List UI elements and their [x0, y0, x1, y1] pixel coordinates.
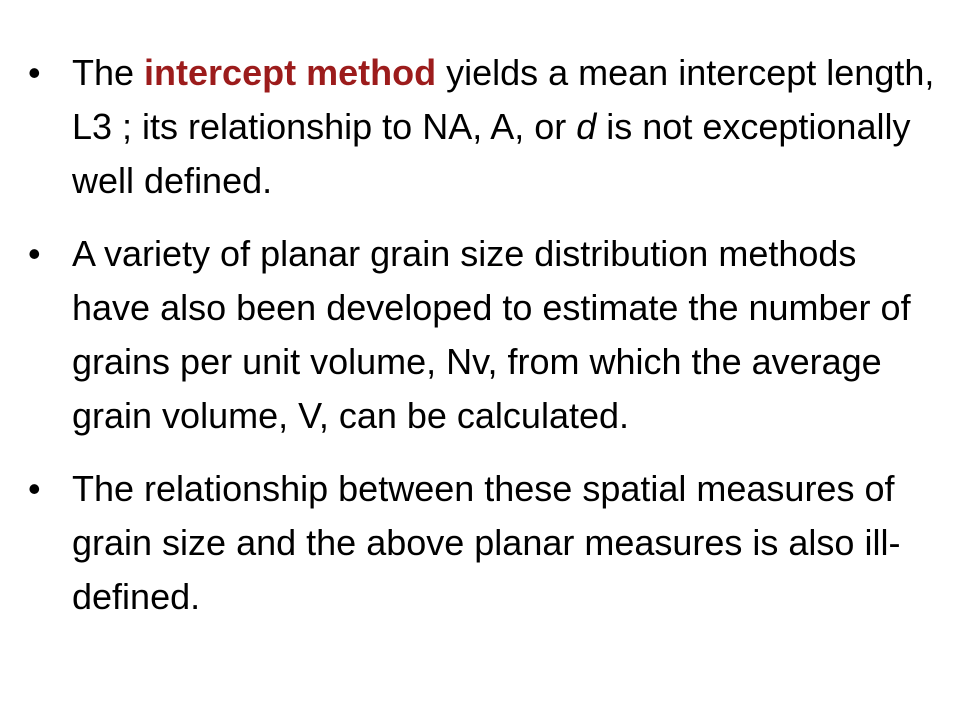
bullet-text: The relationship between these spatial measures of grain size and the above planar measures is also ill-defined.	[72, 468, 901, 617]
bullet-dot: •	[28, 233, 41, 274]
text-part: yields a mean intercept length, L3 ; its relationship to NA, A, or	[72, 52, 935, 147]
bullet-item-planar-methods	[28, 227, 938, 443]
text-part: is not exceptionally well defined.	[72, 106, 911, 201]
bullet-item-spatial-measures	[28, 462, 938, 624]
text-part: The	[72, 52, 145, 93]
bullet-dot: •	[28, 468, 41, 509]
bullet-dot: •	[28, 52, 41, 93]
bullet-item-intercept-method	[28, 46, 938, 208]
highlighted-term: intercept method	[144, 52, 437, 93]
italic-symbol: d	[576, 106, 597, 147]
bullet-text: A variety of planar grain size distribution methods have also been developed to estimate the number of grains per unit volume, Nv, from which the average grain volume, V, can be calculated.	[72, 233, 911, 436]
bullet-list	[28, 46, 938, 643]
bullet-text	[72, 52, 934, 201]
